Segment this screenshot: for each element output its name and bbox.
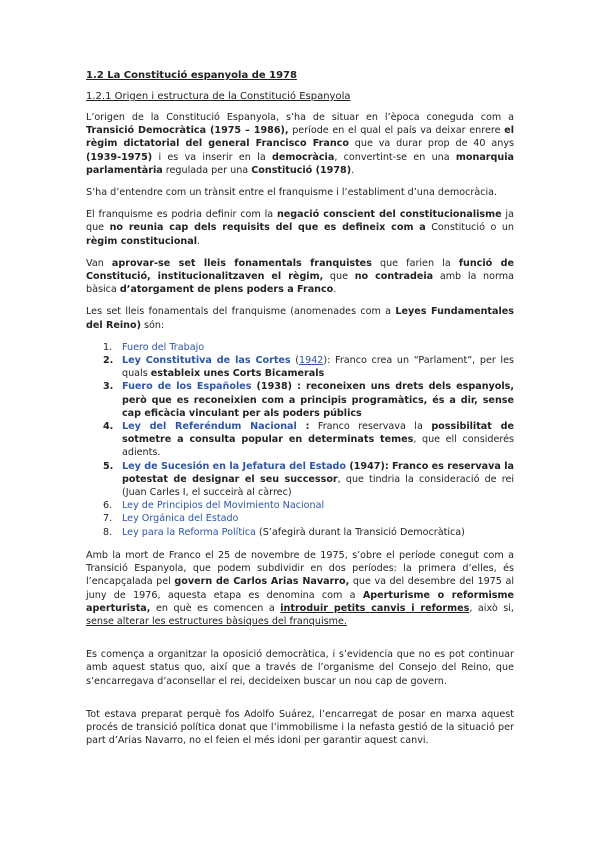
list-item: 1. Fuero del Trabajo bbox=[103, 341, 205, 353]
list-item: 8. Ley para la Reforma Política (S’afegirà durant la Transició Democràtica) bbox=[103, 526, 465, 538]
subsection-heading: 1.2.1 Origen i estructura de la Constitució Espanyola bbox=[86, 91, 351, 102]
paragraph-suarez: Tot estava preparat perquè fos Adolfo Suárez, l’encarregat de posar en marxa aquest procés de transició política donat que l’immobilisme i la nefasta gestió de la situació per part d’Arias Navarro, no el feien el més idoni per garantir aquest canvi. bbox=[86, 708, 514, 747]
paragraph-fundamental-laws: Van aprovar-se set lleis fonamentals franquistes que farien la funció de Constitució, institucionalitzaven el règim, que no contradeia amb la norma bàsica d’atorgament de plens poders a Franco. bbox=[86, 257, 515, 296]
law-link[interactable]: Ley de Sucesión en la Jefatura del Estado bbox=[122, 460, 347, 472]
law-link[interactable]: Ley para la Reforma Política bbox=[122, 526, 256, 538]
law-link[interactable]: Ley Constitutiva de las Cortes bbox=[122, 355, 291, 367]
paragraph-seven-laws: Les set lleis fonamentals del franquisme (anomenades com a Leyes Fundamentales del Reino) són: bbox=[86, 306, 514, 331]
list-item: 2. Ley Constitutiva de las Cortes (1942): Franco crea un “Parlament”, per les quals estableix unes Corts Bicamerals bbox=[103, 355, 514, 380]
laws-list bbox=[86, 341, 514, 539]
section-heading: 1.2 La Constitució espanyola de 1978 bbox=[86, 70, 297, 81]
law-link[interactable]: Ley del Referéndum Nacional bbox=[122, 421, 297, 433]
list-item: 6. Ley de Principios del Movimiento Nacional bbox=[103, 500, 325, 512]
law-link[interactable]: Ley de Principios del Movimiento Nacional bbox=[122, 500, 325, 512]
year-link[interactable]: 1942 bbox=[299, 355, 324, 367]
law-link[interactable]: Ley Orgánica del Estado bbox=[122, 513, 239, 525]
paragraph-transition: Amb la mort de Franco el 25 de novembre de 1975, s’obre el període conegut com a Transició Espanyola, que podem subdividir en dos períodes: la primera d’elles, és l’encapçalada pel govern de Carlos Arias Navarro, que va del desembre del 1975 al juny de 1976, aquesta etapa es denomina com a Aperturisme o reformisme aperturista, en què es comencen a introduir petits canvis i reformes, això si, sense alterar les estructures bàsiques del franquisme. bbox=[86, 549, 514, 627]
paragraph-origin: L’origen de la Constitució Espanyola, s’ha de situar en l’època coneguda com a Transició Democràtica (1975 – 1986), període en el qual el país va deixar enrere el règim dictatorial del general Francisco Franco que va durar prop de 40 anys (1939-1975) i es va inserir en la democràcia, convertint-se en una monarquia parlamentària regulada per una Constitució (1978). bbox=[86, 112, 514, 176]
document-content bbox=[86, 70, 514, 756]
paragraph-transit: S’ha d’entendre com un trànsit entre el franquisme i l’establiment d’una democràcia. bbox=[86, 187, 498, 199]
list-item: 4. Ley del Referéndum Nacional : Franco reservava la possibilitat de sotmetre a consulta popular en determinats temes, que ell considerés adients. bbox=[103, 421, 514, 459]
list-item: 5. Ley de Sucesión en la Jefatura del Estado (1947): Franco es reservava la potestat de designar el seu successor, que tindria la consideració de rei (Juan Carles I, el succeirà al càrrec) bbox=[103, 460, 515, 499]
list-item: 7. Ley Orgánica del Estado bbox=[103, 513, 239, 525]
law-link[interactable]: Fuero de los Españoles bbox=[122, 381, 252, 393]
list-item: 3. Fuero de los Españoles (1938) : reconeixen uns drets dels espanyols, però que es reconeixien com a principis programàtics, és a dir, sense cap eficàcia vinculant per als poders públics bbox=[103, 381, 515, 419]
paragraph-opposition: Es comença a organitzar la oposició democràtica, i s’evidencia que no es pot continuar amb aquest status quo, així que a través de l’organisme del Consejo del Reino, que s’encarregava d’aconsellar el rei, decideixen buscar un nou cap de govern. bbox=[86, 649, 514, 687]
law-link[interactable]: Fuero del Trabajo bbox=[122, 341, 205, 353]
paragraph-francoism: El franquisme es podria definir com la negació conscient del constitucionalisme ja que no reunia cap dels requisits del que es defineix com a Constitució o un règim constitucional. bbox=[86, 209, 515, 247]
